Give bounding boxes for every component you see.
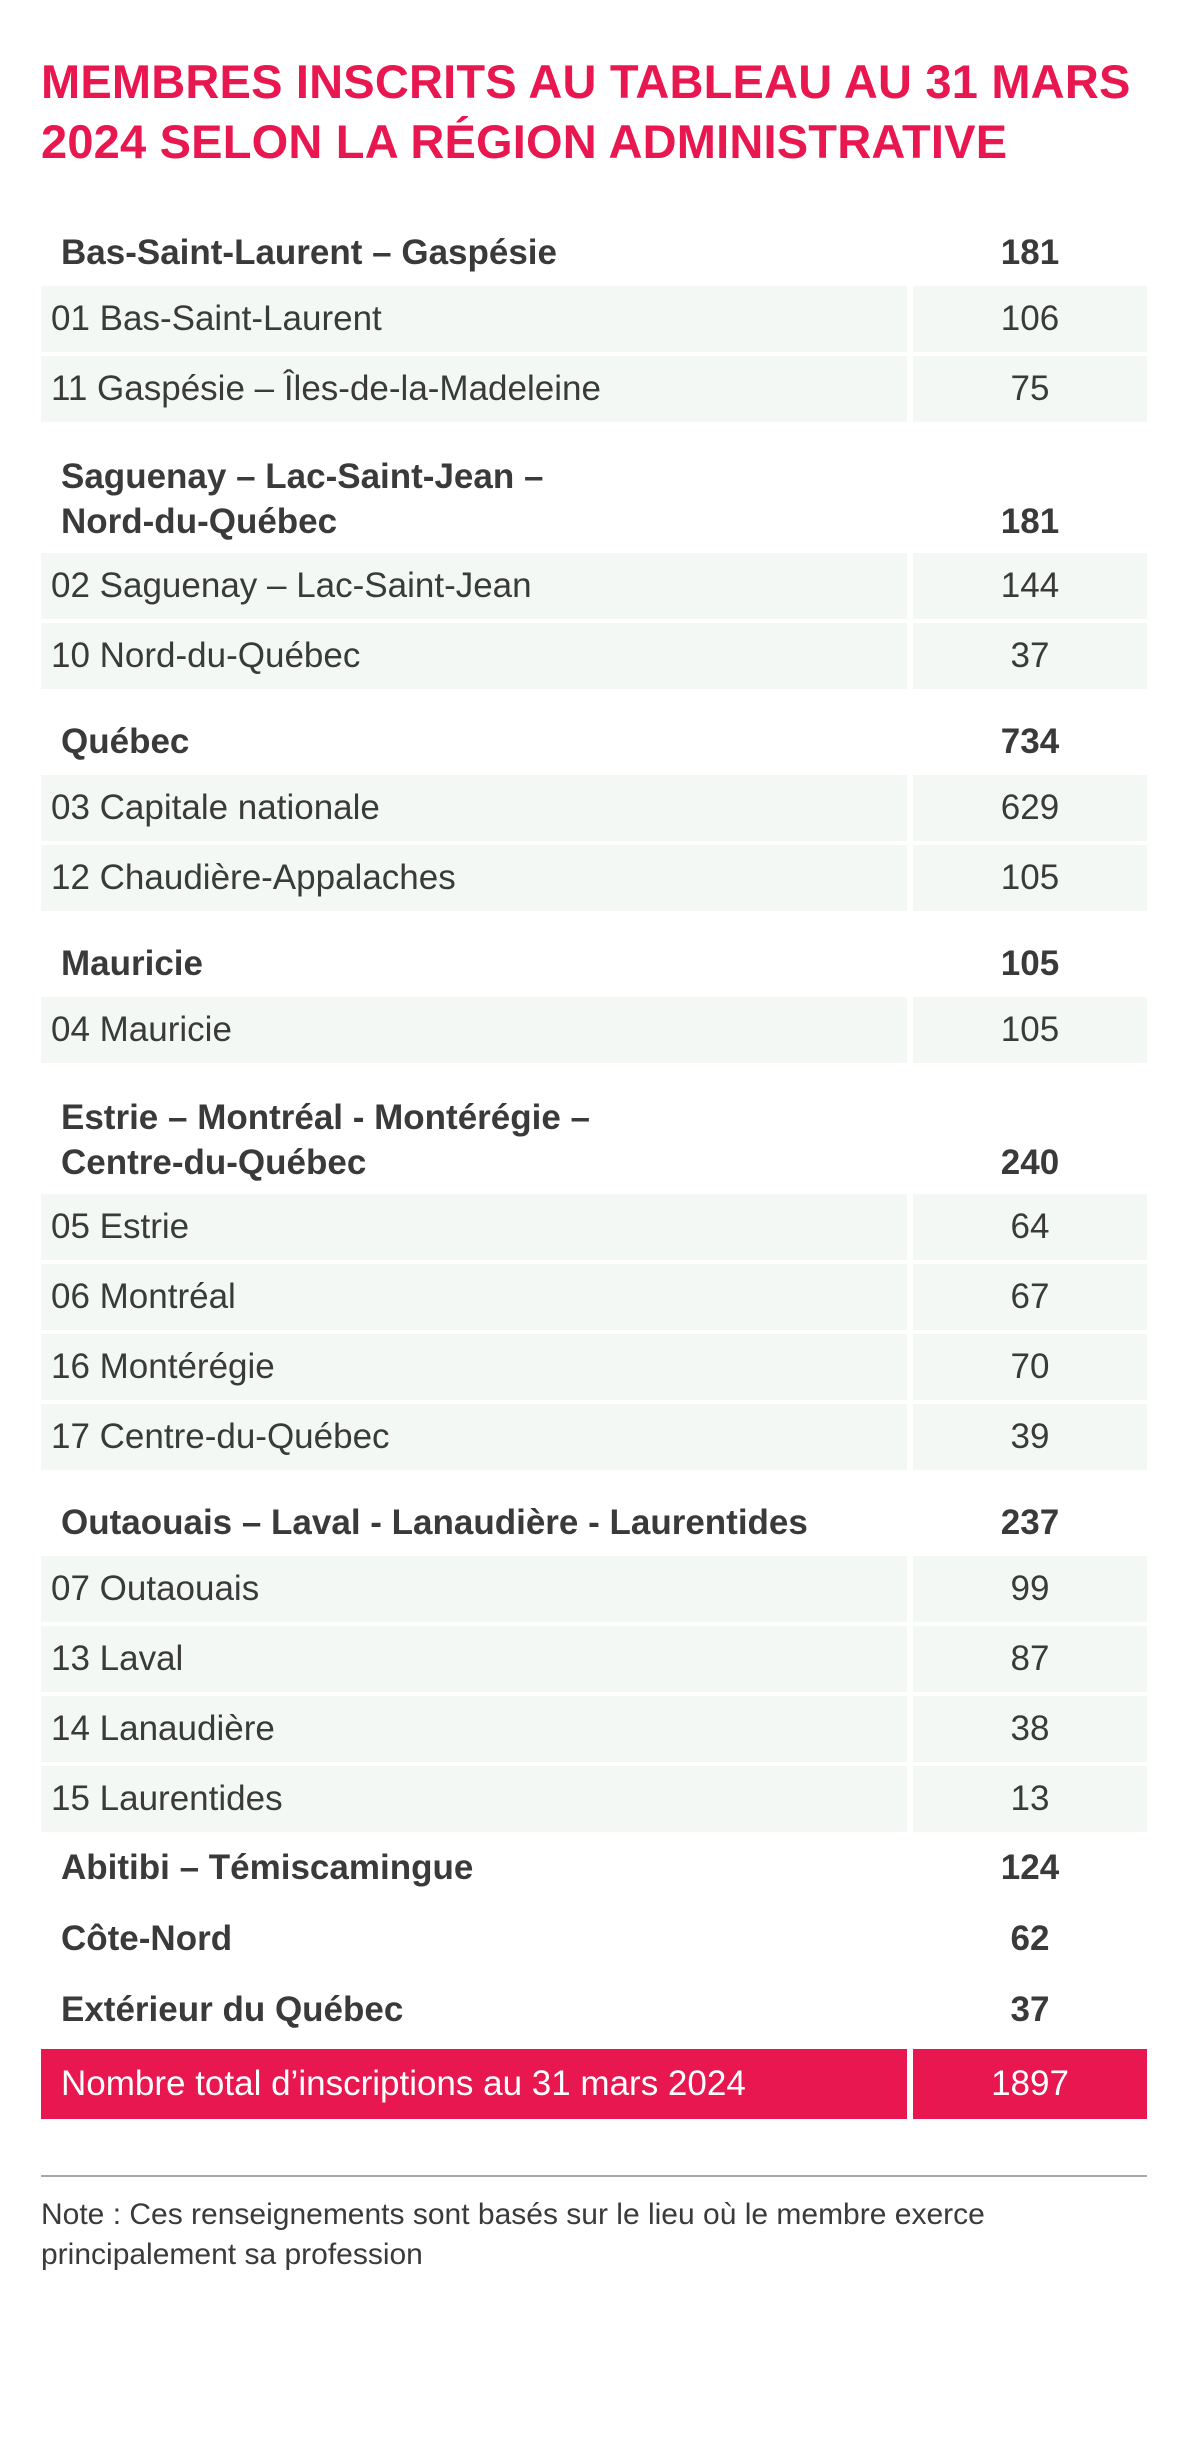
group-total: 62	[1010, 1919, 1050, 1958]
region-row	[41, 1766, 1147, 1832]
group-name: Outaouais – Laval - Lanaudière - Laurentides	[61, 1502, 808, 1542]
region-value: 105	[913, 845, 1147, 911]
region-value: 99	[913, 1556, 1147, 1622]
group-total: 124	[1000, 1848, 1060, 1887]
footnote: Note : Ces renseignements sont basés sur le lieu où le membre exerce principalement sa profession	[41, 2198, 985, 2271]
region-row	[41, 356, 1147, 422]
region-row	[41, 286, 1147, 352]
region-group	[41, 1492, 1147, 1832]
simple-group-row	[41, 1903, 1147, 1974]
region-name: 03 Capitale nationale	[41, 775, 907, 841]
region-value: 75	[913, 356, 1147, 422]
region-group	[41, 711, 1147, 911]
region-row	[41, 553, 1147, 619]
region-name: 02 Saguenay – Lac-Saint-Jean	[41, 553, 907, 619]
total-value: 1897	[913, 2049, 1147, 2119]
group-name	[41, 454, 907, 544]
region-name: 13 Laval	[41, 1626, 907, 1692]
region-name: 16 Montérégie	[41, 1334, 907, 1400]
region-name: 11 Gaspésie – Îles-de-la-Madeleine	[41, 356, 907, 422]
region-name: 10 Nord-du-Québec	[41, 623, 907, 689]
region-name: 12 Chaudière-Appalaches	[41, 845, 907, 911]
region-value: 70	[913, 1334, 1147, 1400]
region-row	[41, 997, 1147, 1063]
group-header-row	[41, 711, 1147, 771]
total-row	[41, 2049, 1147, 2119]
group-total: 240	[1000, 1143, 1060, 1182]
region-row	[41, 1194, 1147, 1260]
region-value: 106	[913, 286, 1147, 352]
region-name: 01 Bas-Saint-Laurent	[41, 286, 907, 352]
region-row	[41, 1626, 1147, 1692]
region-row	[41, 1556, 1147, 1622]
region-group	[41, 222, 1147, 422]
group-header-row	[41, 222, 1147, 282]
group-name: Bas-Saint-Laurent – Gaspésie	[61, 232, 557, 272]
region-row	[41, 775, 1147, 841]
group-total: 237	[1000, 1502, 1060, 1542]
region-value: 67	[913, 1264, 1147, 1330]
group-header-row	[41, 444, 1147, 549]
group-header-row	[41, 1492, 1147, 1552]
divider	[41, 2175, 1147, 2177]
group-header-row	[41, 1085, 1147, 1190]
group-name: Extérieur du Québec	[61, 1990, 404, 2029]
region-row	[41, 1264, 1147, 1330]
region-name: 05 Estrie	[41, 1194, 907, 1260]
region-value: 37	[913, 623, 1147, 689]
region-row	[41, 1404, 1147, 1470]
total-label: Nombre total d’inscriptions au 31 mars 2024	[41, 2049, 907, 2119]
group-name-line-1: Estrie – Montréal - Montérégie –	[61, 1098, 591, 1137]
region-value: 105	[913, 997, 1147, 1063]
group-total: 181	[1000, 502, 1060, 541]
region-group	[41, 1085, 1147, 1470]
region-value: 38	[913, 1696, 1147, 1762]
group-total: 181	[1000, 232, 1060, 272]
region-value: 64	[913, 1194, 1147, 1260]
region-name: 07 Outaouais	[41, 1556, 907, 1622]
simple-group-row	[41, 1832, 1147, 1903]
simple-group-row	[41, 1974, 1147, 2045]
group-header-row	[41, 933, 1147, 993]
group-name	[41, 1095, 907, 1185]
region-row	[41, 845, 1147, 911]
region-name: 15 Laurentides	[41, 1766, 907, 1832]
page-title: MEMBRES INSCRITS AU TABLEAU AU 31 MARS 2024 SELON LA RÉGION ADMINISTRATIVE	[41, 55, 1131, 168]
region-value: 87	[913, 1626, 1147, 1692]
region-name: 14 Lanaudière	[41, 1696, 907, 1762]
group-total: 105	[1000, 943, 1060, 983]
region-group	[41, 933, 1147, 1063]
region-value: 144	[913, 553, 1147, 619]
region-row	[41, 623, 1147, 689]
group-total: 734	[1000, 721, 1060, 761]
region-group	[41, 444, 1147, 689]
region-table	[41, 222, 1147, 2119]
group-name-line-2: Centre-du-Québec	[61, 1143, 367, 1182]
group-name: Québec	[61, 721, 190, 761]
region-name: 04 Mauricie	[41, 997, 907, 1063]
group-total: 37	[1010, 1990, 1050, 2029]
region-value: 629	[913, 775, 1147, 841]
region-name: 06 Montréal	[41, 1264, 907, 1330]
group-name-line-2: Nord-du-Québec	[61, 502, 338, 541]
region-name: 17 Centre-du-Québec	[41, 1404, 907, 1470]
region-row	[41, 1334, 1147, 1400]
group-name: Abitibi – Témiscamingue	[61, 1848, 474, 1887]
group-name: Côte-Nord	[61, 1919, 233, 1958]
group-name: Mauricie	[61, 943, 203, 983]
group-name-line-1: Saguenay – Lac-Saint-Jean –	[61, 457, 544, 496]
page	[41, 0, 1147, 2305]
region-value: 39	[913, 1404, 1147, 1470]
region-value: 13	[913, 1766, 1147, 1832]
region-row	[41, 1696, 1147, 1762]
